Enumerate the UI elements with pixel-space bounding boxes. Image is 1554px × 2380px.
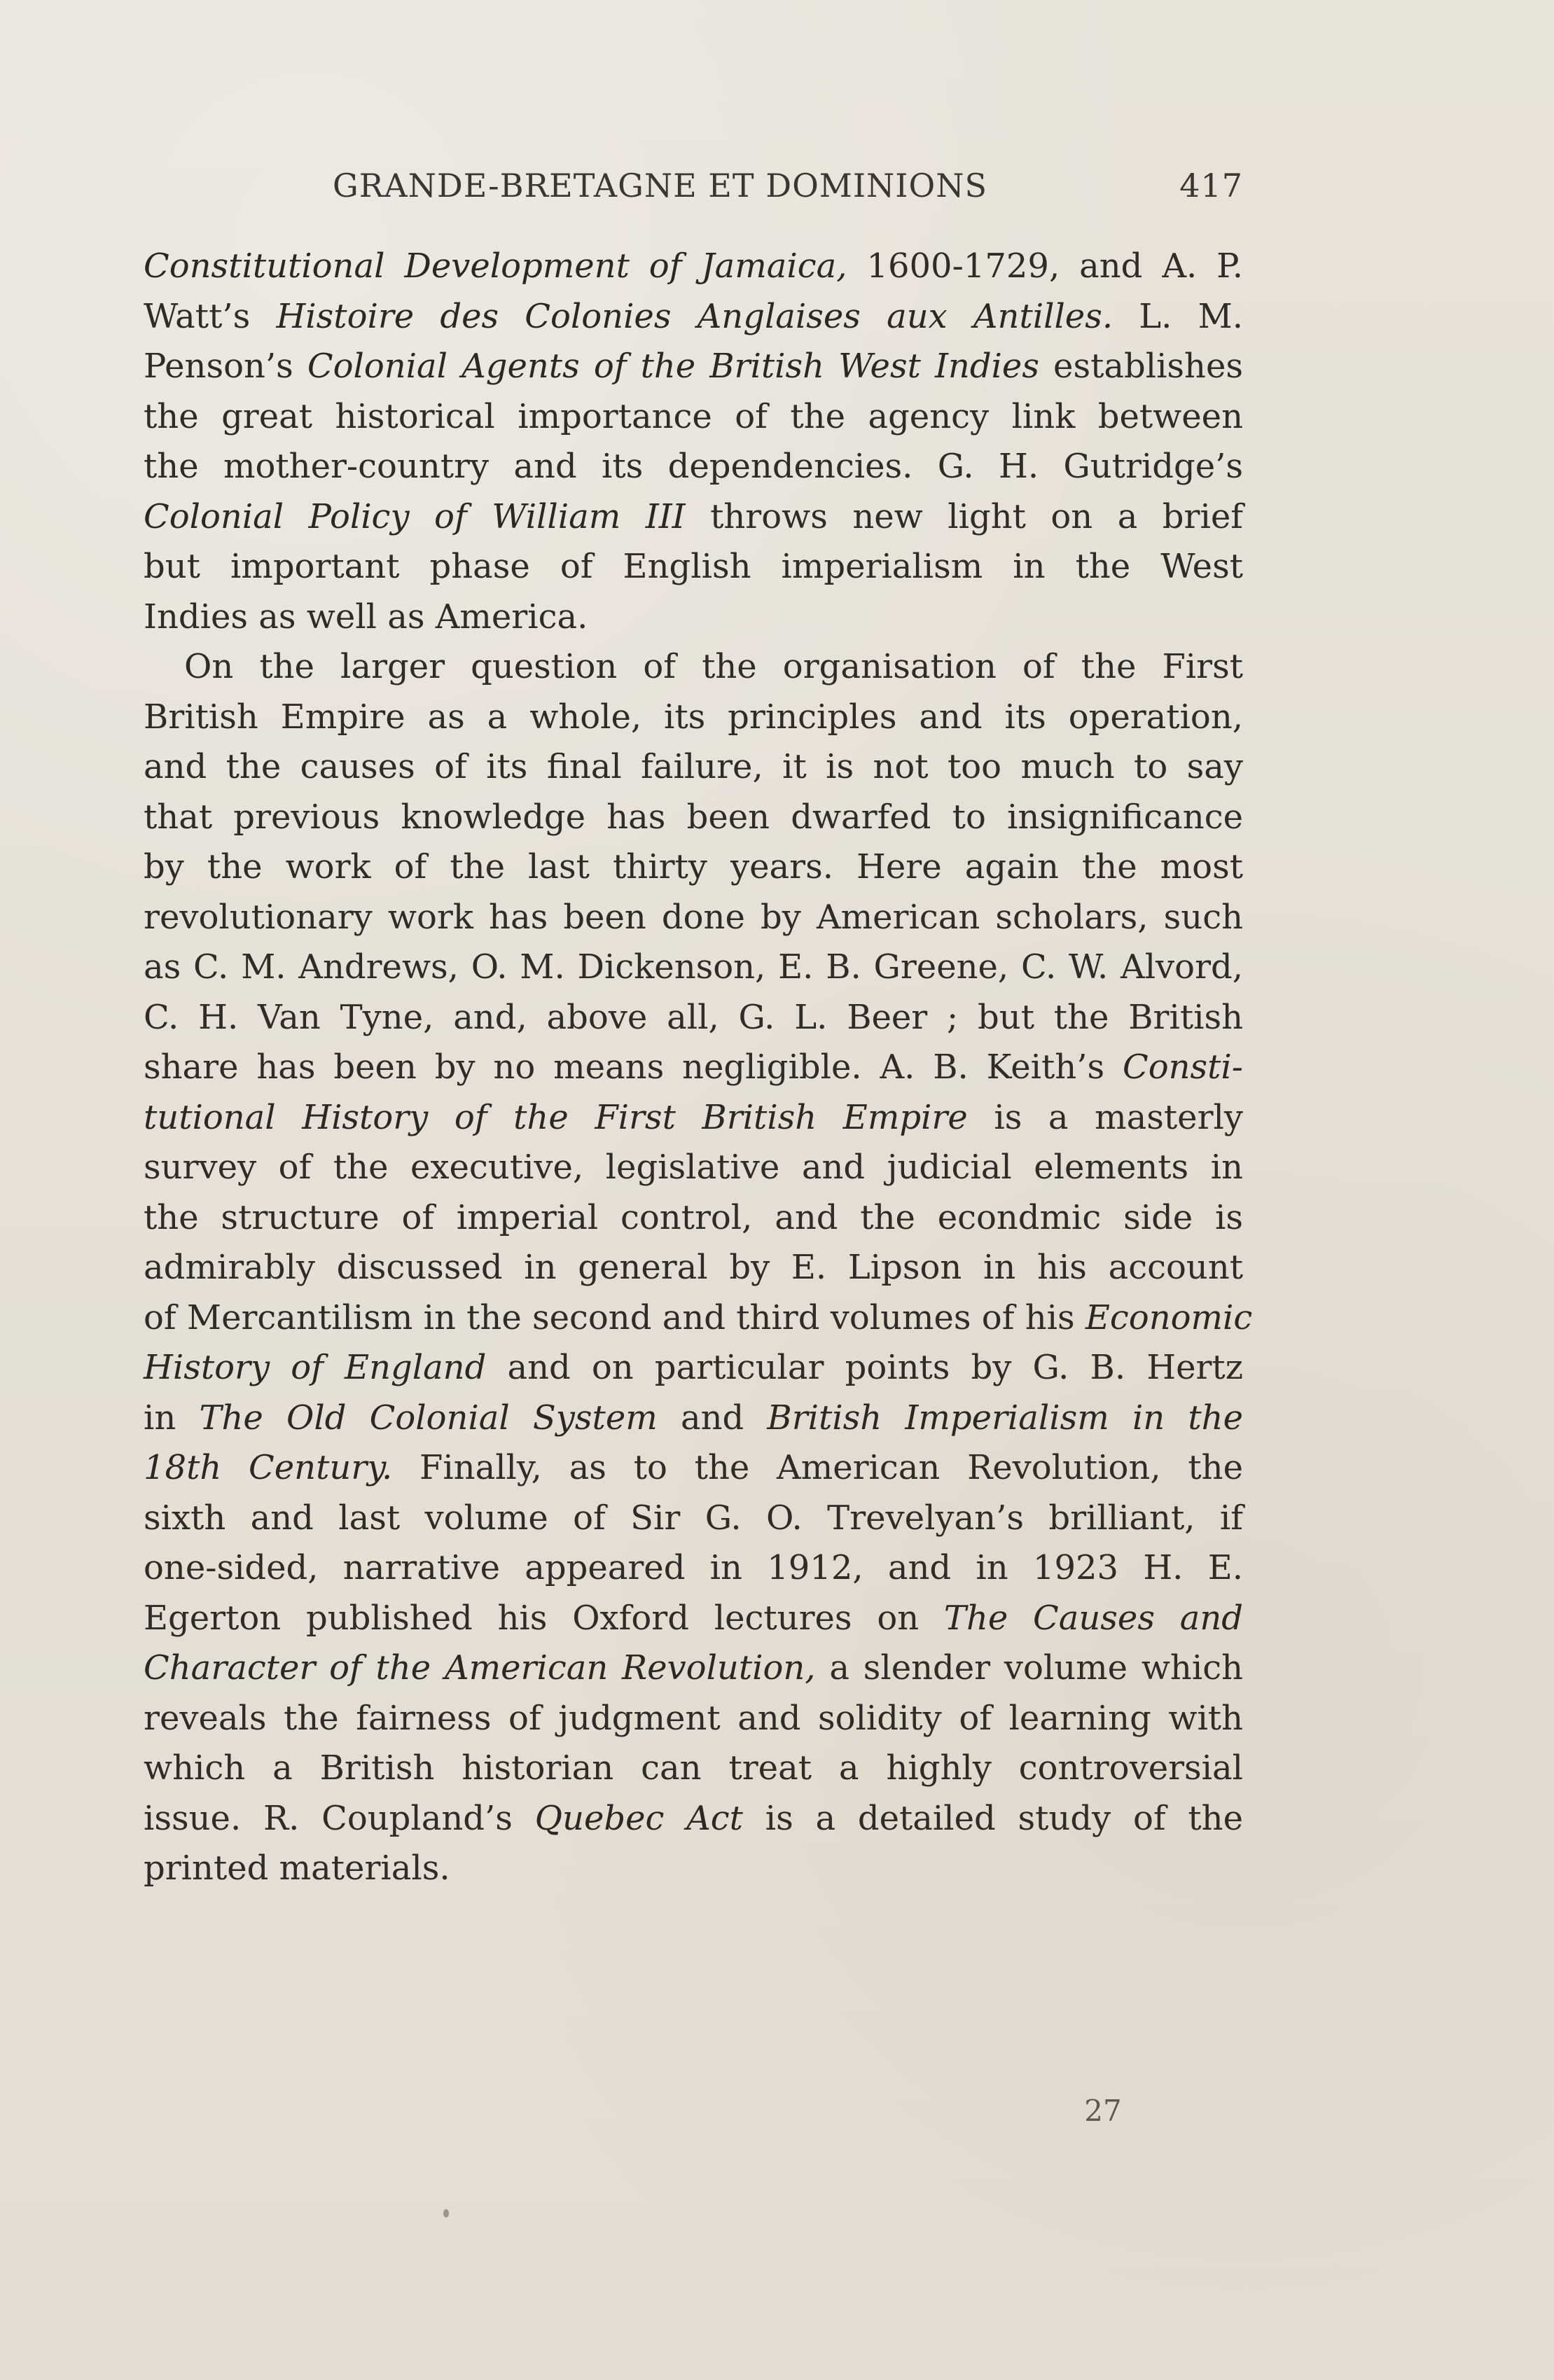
italic-text-segment: Character of the American Revolution, bbox=[144, 1648, 816, 1687]
text-segment: in bbox=[144, 1398, 200, 1438]
text-line bbox=[144, 993, 1243, 1043]
text-line bbox=[144, 1243, 1243, 1293]
text-line bbox=[144, 1744, 1243, 1794]
text-line bbox=[144, 1443, 1243, 1494]
text-line bbox=[144, 492, 1243, 543]
text-segment: by the work of the last thirty years. Here again the most bbox=[144, 847, 1243, 886]
text-segment: the mother-country and its dependencies. G. H. Gutridge’s bbox=[144, 447, 1243, 486]
italic-text-segment: The Causes and bbox=[943, 1598, 1243, 1638]
italic-text-segment: Colonial Policy of William III bbox=[144, 496, 686, 536]
text-line bbox=[144, 1694, 1243, 1744]
text-segment: as C. M. Andrews, O. M. Dickenson, E. B. Greene, C. W. Alvord, bbox=[144, 947, 1243, 987]
text-segment: Finally, as to the American Revolution, the bbox=[392, 1448, 1244, 1487]
text-segment: admirably discussed in general by E. Lipson in his account bbox=[144, 1248, 1243, 1287]
italic-text-segment: tutional History of the First British Empire bbox=[144, 1097, 968, 1137]
italic-text-segment: 18th Century. bbox=[144, 1448, 393, 1487]
text-segment: a slender volume which bbox=[815, 1648, 1243, 1687]
text-segment: sixth and last volume of Sir G. O. Trevelyan’s brilliant, if bbox=[144, 1498, 1243, 1538]
running-title: GRANDE-BRETAGNE ET DOMINIONS bbox=[333, 167, 987, 204]
text-segment: reveals the fairness of judgment and solidity of learning with bbox=[144, 1698, 1243, 1738]
body-text bbox=[144, 242, 1253, 1894]
italic-text-segment: British Imperialism in the bbox=[767, 1398, 1244, 1438]
text-line bbox=[144, 1643, 1243, 1694]
text-segment: and the causes of its final failure, it is not too much to say bbox=[144, 747, 1243, 786]
text-segment: British Empire as a whole, its principles and its operation, bbox=[144, 697, 1243, 737]
text-segment: issue. R. Coupland’s bbox=[144, 1798, 535, 1838]
text-line bbox=[144, 1844, 1243, 1894]
text-line bbox=[144, 1494, 1243, 1544]
text-segment: throws new light on a brief bbox=[685, 496, 1243, 536]
text-line bbox=[144, 693, 1243, 743]
text-line bbox=[144, 642, 1243, 693]
text-segment: printed materials. bbox=[144, 1849, 450, 1888]
text-line bbox=[144, 842, 1243, 893]
text-segment: 1600-1729, and A. P. bbox=[847, 246, 1243, 286]
paper-speck bbox=[443, 2209, 449, 2218]
text-segment: Watt’s bbox=[144, 296, 277, 336]
text-segment: and bbox=[657, 1398, 768, 1438]
running-head bbox=[333, 167, 1243, 216]
text-line bbox=[144, 1343, 1243, 1393]
italic-text-segment: Consti- bbox=[1122, 1048, 1243, 1087]
italic-text-segment: The Old Colonial System bbox=[199, 1398, 658, 1438]
text-segment: establishes bbox=[1039, 347, 1244, 386]
text-line bbox=[144, 742, 1243, 793]
text-line bbox=[144, 542, 1243, 592]
italic-text-segment: History of England bbox=[144, 1348, 487, 1387]
text-segment: Penson’s bbox=[144, 347, 307, 386]
italic-text-segment: Constitutional Development of Jamaica, bbox=[144, 246, 847, 286]
text-segment: one-sided, narrative appeared in 1912, and in 1923 H. E. bbox=[144, 1548, 1243, 1587]
text-line bbox=[144, 942, 1243, 993]
text-line bbox=[144, 1193, 1243, 1244]
text-line bbox=[144, 242, 1243, 292]
text-line bbox=[144, 1043, 1243, 1093]
text-line bbox=[144, 1293, 1253, 1344]
text-segment: L. M. bbox=[1113, 296, 1243, 336]
text-segment: C. H. Van Tyne, and, above all, G. L. Beer ; but the British bbox=[144, 997, 1243, 1037]
signature-mark: 27 bbox=[1084, 2094, 1122, 2128]
text-segment: which a British historian can treat a highly controversial bbox=[144, 1748, 1243, 1788]
text-line bbox=[144, 893, 1243, 943]
italic-text-segment: Economic bbox=[1085, 1297, 1253, 1337]
text-line bbox=[144, 1794, 1243, 1844]
text-line bbox=[144, 442, 1243, 492]
italic-text-segment: Histoire des Colonies Anglaises aux Antilles. bbox=[276, 296, 1114, 336]
text-segment: the great historical importance of the agency link between bbox=[144, 396, 1243, 436]
text-line bbox=[144, 392, 1243, 443]
text-line bbox=[144, 793, 1243, 843]
text-segment: is a detailed study of the bbox=[742, 1798, 1244, 1838]
text-line bbox=[144, 1393, 1243, 1444]
text-segment: revolutionary work has been done by American scholars, such bbox=[144, 897, 1243, 937]
text-segment: Egerton published his Oxford lectures on bbox=[144, 1598, 944, 1638]
text-line bbox=[144, 342, 1243, 392]
text-line bbox=[144, 1594, 1243, 1644]
text-segment: that previous knowledge has been dwarfed to insignificance bbox=[144, 797, 1243, 837]
text-line bbox=[144, 1093, 1243, 1143]
page-number: 417 bbox=[1179, 167, 1243, 204]
text-line bbox=[144, 1143, 1243, 1193]
text-segment: the structure of imperial control, and the econdmic side is bbox=[144, 1197, 1243, 1237]
text-segment: and on particular points by G. B. Hertz bbox=[486, 1348, 1244, 1387]
text-segment: Indies as well as America. bbox=[144, 597, 588, 636]
text-line bbox=[144, 1543, 1243, 1594]
text-line bbox=[144, 292, 1243, 342]
text-segment: survey of the executive, legislative and judicial elements in bbox=[144, 1148, 1243, 1187]
text-segment: of Mercantilism in the second and third volumes of his bbox=[144, 1297, 1085, 1337]
text-segment: is a masterly bbox=[967, 1097, 1243, 1137]
italic-text-segment: Quebec Act bbox=[534, 1798, 743, 1838]
text-line bbox=[144, 592, 1243, 643]
italic-text-segment: Colonial Agents of the British West Indies bbox=[307, 347, 1039, 386]
text-segment: On the larger question of the organisation of the First bbox=[184, 647, 1243, 686]
text-segment: share has been by no means negligible. A. B. Keith’s bbox=[144, 1048, 1123, 1087]
text-segment: but important phase of English imperialism in the West bbox=[144, 547, 1243, 586]
